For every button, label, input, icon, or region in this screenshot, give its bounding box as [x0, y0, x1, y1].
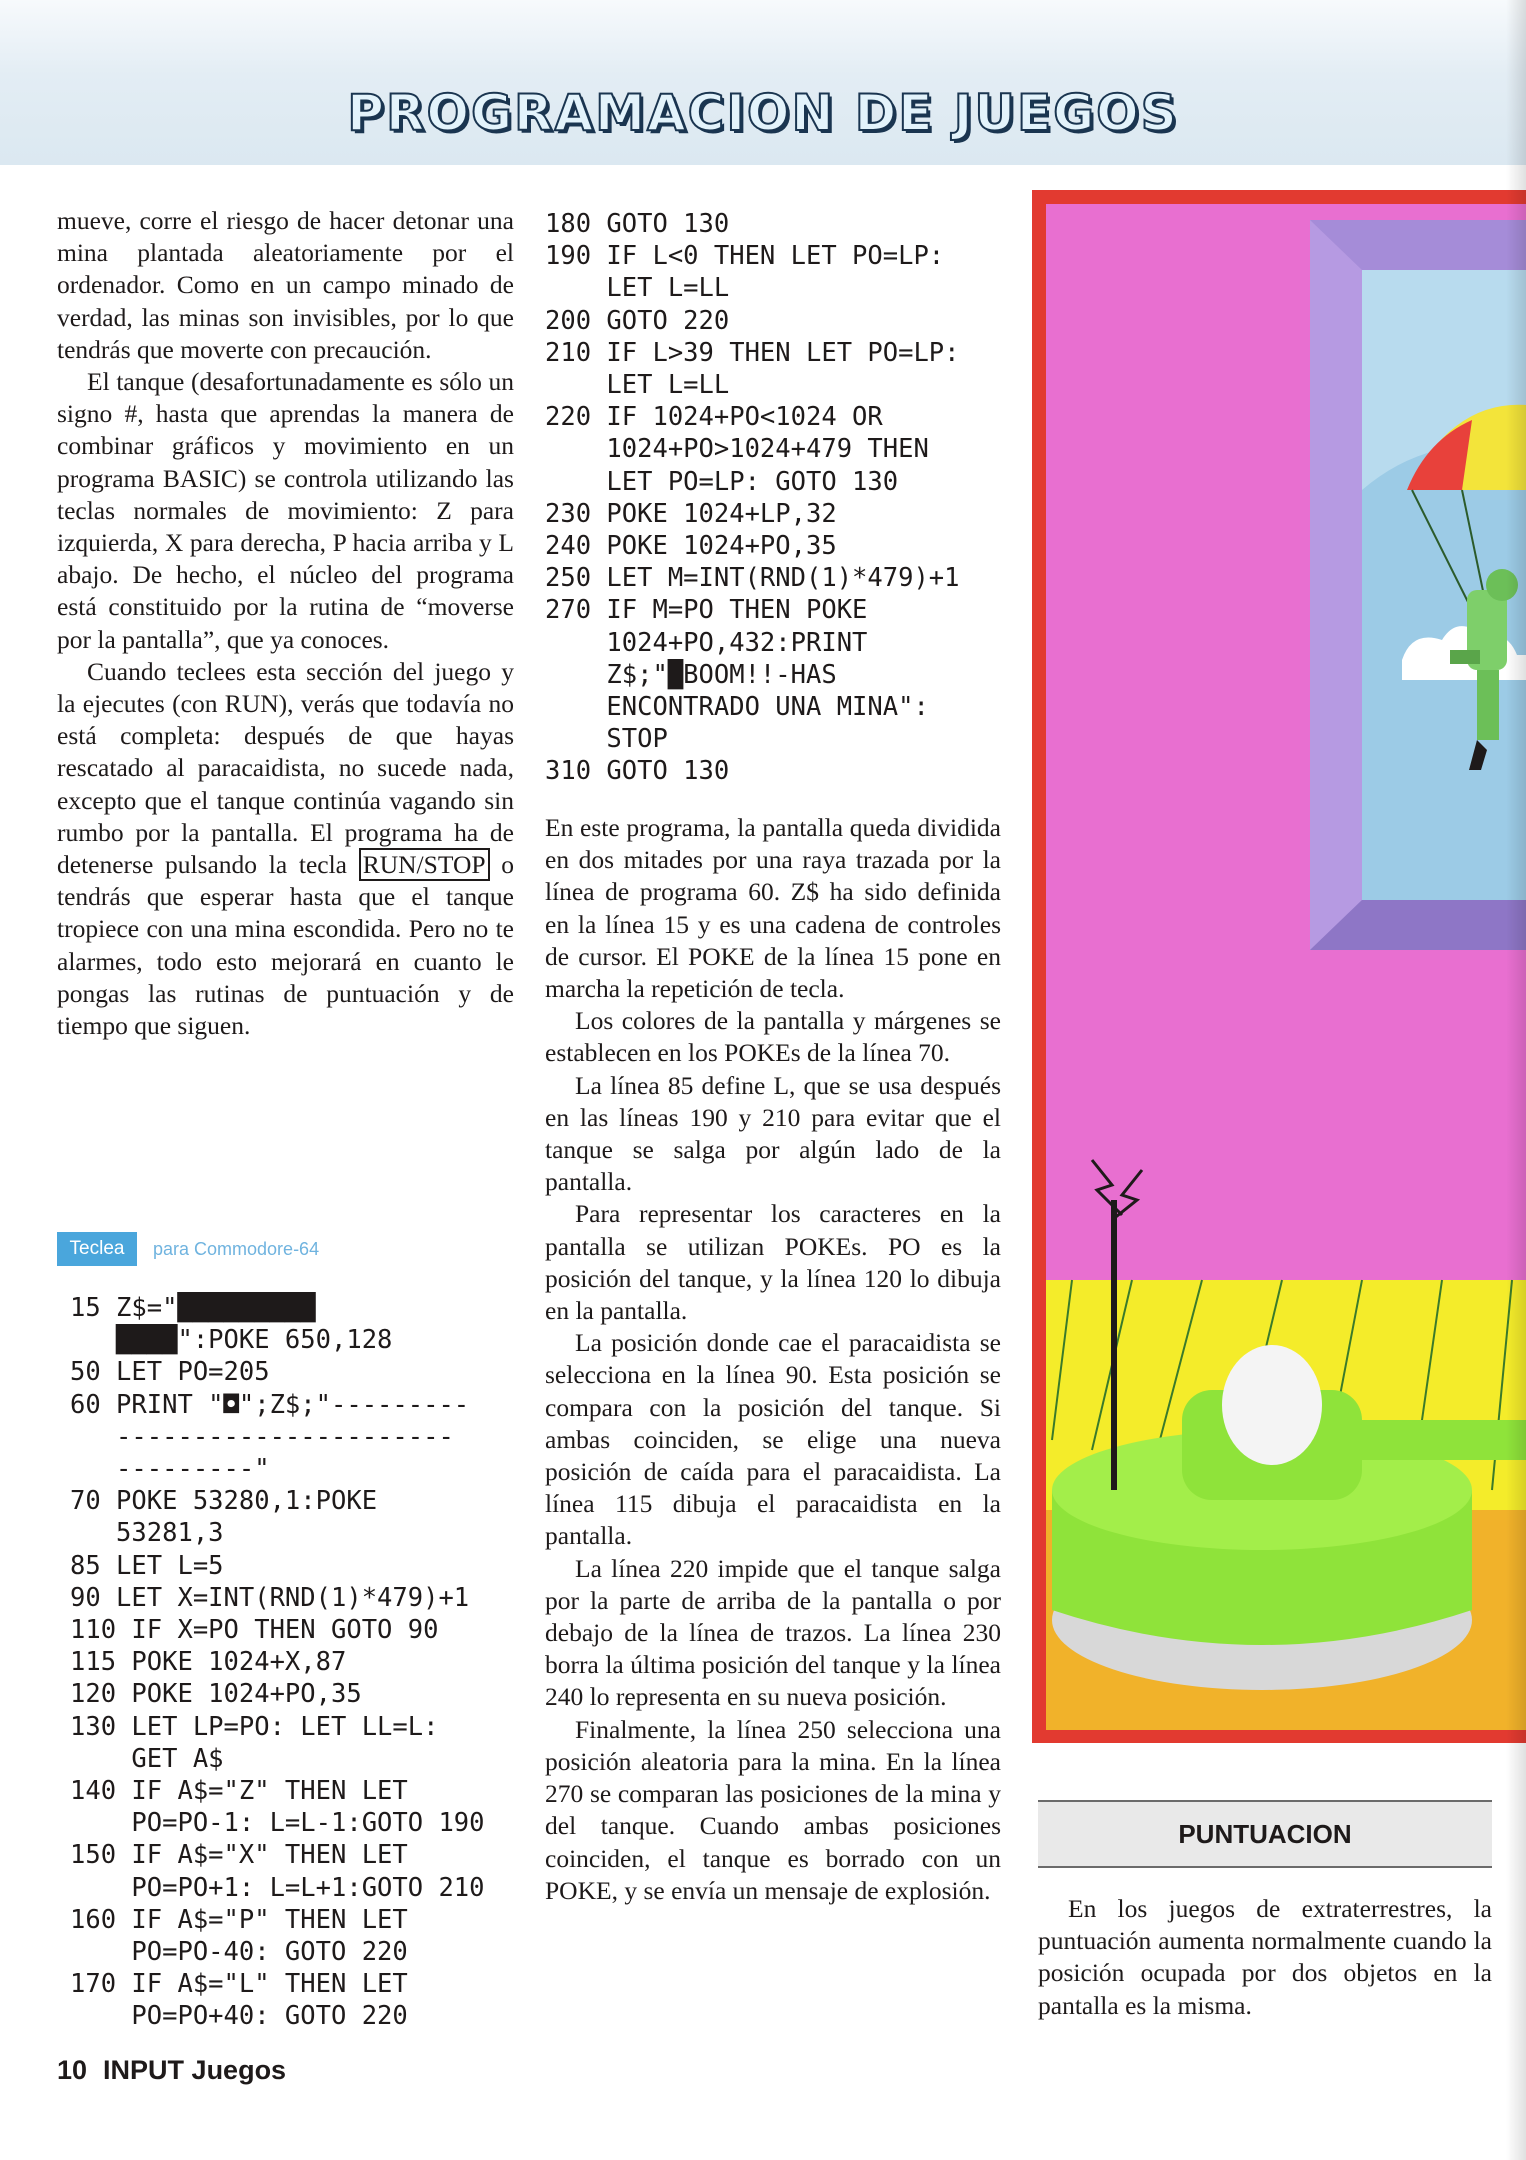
paragraph-text: Cuando teclees esta sección del juego y la ejecutes (con RUN), verás que todavía no está completa: después de que hayas rescatado al paracaidista, no sucede nada, excepto que el tanque continúa vagando sin rumbo por la pantalla. El programa ha de detenerse pulsando la tecla	[57, 656, 514, 880]
code-listing-right: 180 GOTO 130 190 IF L<0 THEN LET PO=LP: LET L=LL 200 GOTO 220 210 IF L>39 THEN LET PO=LP: LET L=LL 220 IF 1024+PO<1024 OR 1024+PO>1024+479 THEN LET PO=LP: GOTO 130 230 POKE 1024+LP,32 240 POKE 1024+PO,35 250 LET M=INT(RND(1)*479)+1 270 IF M=PO THEN POKE 1024+PO,432:PRINT Z$;"█BOOM!!-HAS ENCONTRADO UNA MINA": STOP 310 GOTO 130	[545, 209, 960, 787]
page-number: 10	[57, 2055, 88, 2085]
page-edge-shadow	[1506, 0, 1526, 2160]
paragraph: Finalmente, la línea 250 selecciona una posición aleatoria para la mina. En la línea 270 se comparan las posiciones de la mina y del tanque. Cuando ambas posiciones coinciden, el tanque es borrado con un POKE, y se envía un mensaje de explosión.	[545, 1714, 1001, 1905]
page-footer	[57, 2055, 302, 2086]
paragraph: Para representar los caracteres en la pantalla se utilizan POKEs. PO es la posición del tanque, y la línea 120 lo dibuja en la pantalla.	[545, 1199, 1001, 1326]
column-2-text	[545, 812, 1001, 1907]
sidebar-heading: PUNTUACION	[1038, 1800, 1492, 1868]
paragraph: En este programa, la pantalla queda dividida en dos mitades por una raya trazada por la línea de programa 60. Z$ ha sido definida en la línea 15 y es una cadena de controles de cursor. El POKE de la línea 15 pone en marcha la repetición de tecla.	[545, 813, 1001, 1004]
section-title: PROGRAMACION DE JUEGOS	[347, 84, 1179, 142]
code-listing-left: 15 Z$="█████████ ████":POKE 650,128 50 LET PO=205 60 PRINT "◘";Z$;"--------- ---------------------- ---------" 70 POKE 53280,1:POKE 53281,3 85 LET L=5 90 LET X=INT(RND(1)*479)+1 110 IF X=PO THEN GOTO 90 115 POKE 1024+X,87 120 POKE 1024+PO,35 130 LET LP=PO: LET LL=L: GET A$ 140 IF A$="Z" THEN LET PO=PO-1: L=L-1:GOTO 190 150 IF A$="X" THEN LET PO=PO+1: L=L+1:GOTO 210 160 IF A$="P" THEN LET PO=PO-40: GOTO 220 170 IF A$="L" THEN LET PO=PO+40: GOTO 220	[70, 1293, 485, 2032]
illustration-svg	[1032, 190, 1526, 1743]
publication-name: INPUT Juegos	[103, 2055, 287, 2085]
illustration-parachutist-tank	[1032, 190, 1526, 1743]
paragraph	[57, 656, 514, 1042]
run-stop-key: RUN/STOP	[359, 848, 490, 881]
paragraph: La línea 85 define L, que se usa después en las líneas 190 y 210 para evitar que el tanque se salga por algún lado de la pantalla.	[545, 1070, 1001, 1197]
paragraph: La posición donde cae el paracaidista se selecciona en la línea 90. Esta posición se compara con la posición del tanque. Si ambas coinciden, se elige una nueva posición de caída para el paracaidista. La línea 115 dibuja el paracaidista en la pantalla.	[545, 1328, 1001, 1551]
paragraph: La línea 220 impide que el tanque salga por la parte de arriba de la pantalla o por debajo de la línea de trazos. La línea 230 borra la última posición del tanque y la línea 240 lo representa en su nueva posición.	[545, 1553, 1001, 1712]
paragraph: El tanque (desafortunadamente es sólo un signo #, hasta que aprendas la manera de combinar gráficos y movimiento en un programa BASIC) se controla utilizando las teclas normales de movimiento: Z para izquierda, X para derecha, P hacia arriba y L abajo. De hecho, el núcleo del programa está constituido por la rutina de “moverse por la pantalla”, que ya conoces.	[57, 367, 514, 654]
paragraph: mueve, corre el riesgo de hacer detonar una mina plantada aleatoriamente por el ordenador. Como en un campo minado de verdad, las minas son invisibles, por lo que tendrás que moverte con precaución.	[57, 206, 514, 364]
tank-dome	[1222, 1345, 1322, 1465]
column-1-text	[57, 205, 514, 1042]
tank-cannon	[1352, 1420, 1526, 1460]
paragraph: Los colores de la pantalla y márgenes se establecen en los POKEs de la línea 70.	[545, 1006, 1001, 1068]
teclea-badge: Teclea	[57, 1232, 137, 1266]
paragraph-text: o tendrás que esperar hasta que el tanque tropiece con una mina escondida. Pero no te alarmes, todo esto mejorará en cuanto le pongas las rutinas de puntuación y de tiempo que siguen.	[57, 850, 515, 1041]
sidebar-text	[1038, 1893, 1492, 2022]
paragraph: En los juegos de extraterrestres, la puntuación aumenta normalmente cuando la posición ocupada por dos objetos en la pantalla es la misma.	[1038, 1894, 1492, 2020]
platform-label: para Commodore-64	[153, 1239, 320, 1259]
